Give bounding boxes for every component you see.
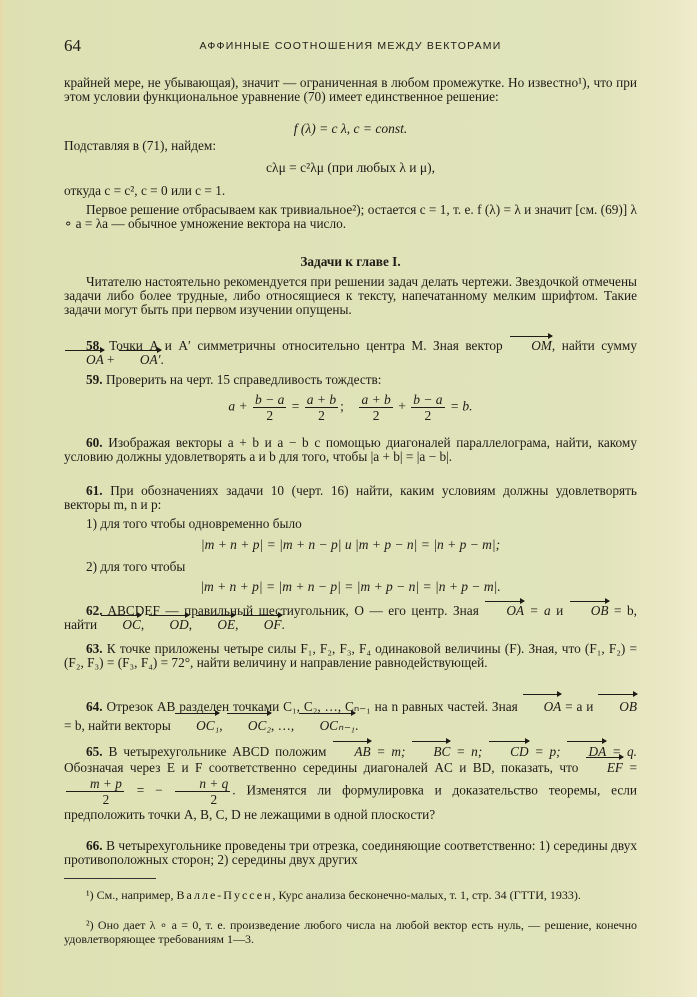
- equation: = p;: [528, 744, 567, 759]
- problem-text: Изображая векторы a + b и a − b с помощью диагоналей параллелограма, найти, какому условию должны удовлетворять a и b для того, чтобы |a + b| = |a − b|.: [64, 435, 637, 465]
- problem-text: Обозначая через E и F соответственно середины диагоналей AC и BD, показать, что: [64, 760, 585, 775]
- vector-ab: AB: [332, 744, 370, 760]
- numerator: n + q: [175, 776, 230, 792]
- problem-number: 62.: [86, 603, 103, 618]
- fraction: [359, 392, 392, 423]
- intro-paragraph-2: Подставляя в (71), найдем:: [64, 138, 217, 153]
- numerator: b − a: [413, 392, 443, 407]
- equation: = a и: [561, 699, 598, 714]
- problem-66: [64, 839, 637, 867]
- problem-text: К точке приложены четыре силы F₁, F₂, F₃, F₄ одинаковой величины (F). Зная, что (F₁, F₂) = (F₂, F₃) = (F₃, F₄) = 72°, найти величину и направление равнодействующей.: [64, 641, 637, 671]
- vector-ef: EF: [585, 760, 623, 776]
- problem-64: 64. Отрезок AB разделен точками C₁, C₂, …, Cₙ₋₁ на n равных частей. Зная OA = a и OB = b, найти векторы OC₁, OC₂, …, OCₙ₋₁.: [64, 699, 637, 733]
- problem-61-sub2: 2) для того чтобы: [86, 559, 186, 574]
- equation: = b, найти: [64, 603, 638, 633]
- formula-f-lambda: [64, 121, 637, 137]
- vector-of: OF: [242, 618, 282, 632]
- vector-oc2: OC₂: [226, 716, 271, 735]
- problem-number: 59.: [86, 372, 103, 387]
- problem-number: 64.: [86, 699, 103, 714]
- problem-61: [64, 484, 637, 512]
- numerator: b − a: [255, 392, 285, 407]
- problem-63: [64, 642, 637, 670]
- equation: = a: [524, 603, 551, 618]
- equation: = n;: [450, 744, 489, 759]
- footnote-author: Валле-Пуссен: [176, 888, 273, 902]
- formula-c-lambda-mu: [64, 160, 637, 176]
- problem-number: 61.: [86, 483, 103, 498]
- numerator: m + p: [66, 776, 124, 792]
- problem-61-formula-2: [64, 579, 637, 595]
- problem-number: 58.: [86, 338, 103, 353]
- denominator: 2: [372, 408, 380, 423]
- equation: = b, найти векторы: [64, 718, 175, 733]
- semicolon: ;: [340, 398, 344, 414]
- vector-ocn-1: OCₙ₋₁: [298, 716, 355, 735]
- problem-number: 66.: [86, 838, 103, 853]
- ellipsis: …: [277, 718, 291, 733]
- problem-text: Отрезок AB разделен точками C₁, C₂, …, Cₙ₋₁ на n равных частей. Зная: [106, 699, 522, 714]
- problem-61-formula-1: [64, 537, 637, 553]
- vector-od: OD: [148, 618, 189, 632]
- formula-text: |m + n + p| = |m + n − p| = |m + p − n| = |n + p − m|.: [200, 579, 501, 594]
- term: = b.: [449, 398, 473, 414]
- fraction: [253, 392, 286, 423]
- equals: =: [291, 398, 300, 414]
- vector-oa: OA: [64, 353, 104, 367]
- vector-ob: OB: [597, 697, 637, 716]
- problem-text: При обозначениях задачи 10 (черт. 16) найти, каким условиям должны удовлетворять векторы m, n и p:: [64, 483, 637, 513]
- page-number: 64: [64, 36, 81, 55]
- denominator: 2: [102, 792, 110, 807]
- equation: = m;: [370, 744, 412, 759]
- denominator: 2: [210, 792, 218, 807]
- formula-text: cλμ = c²λμ (при любых λ и μ),: [266, 160, 435, 175]
- problem-60: [64, 436, 637, 464]
- problem-text: Проверить на черт. 15 справедливость тождеств:: [105, 372, 382, 387]
- formula-text: f (λ) = c λ, c = const.: [293, 121, 408, 136]
- problem-62: 62. ABCDEF — правильный шестиугольник, O — его центр. Зная OA = a и OB = b, найти OC, OD, OE, OF.: [64, 603, 638, 633]
- fraction: [411, 392, 444, 423]
- vector-oe: OE: [195, 618, 235, 632]
- footnote-1: [64, 888, 637, 902]
- fraction: [305, 392, 338, 423]
- denominator: 2: [424, 408, 432, 423]
- numerator: a + b: [361, 392, 391, 407]
- problem-number: 65.: [86, 744, 103, 759]
- problem-text: ABCDEF — правильный шестиугольник, O — его центр. Зная: [107, 603, 485, 618]
- fraction: [175, 776, 230, 807]
- vector-om: OM: [509, 339, 552, 353]
- problem-59: [64, 373, 637, 387]
- problem-65: 65. В четырехугольнике ABCD положим AB = m; BC = n; CD = p; DA = q. Обозначая через E и F соответственно середины диагоналей AC и BD, показать, что EF = $\frac{m + p}{2}$ = − $\frac{n + q}{2}$ . Изменятся ли формулировка и доказательство теоремы, если предположить точки A, B, C, D не лежащими в одной плоскости?: [64, 744, 637, 822]
- problem-61-sub1: 1) для того чтобы одновременно было: [86, 516, 302, 531]
- numerator: a + b: [306, 392, 337, 407]
- section-title: Задачи к главе I.: [300, 254, 401, 269]
- vector-bc: BC: [411, 744, 450, 760]
- formula-text: |m + n + p| = |m + n − p| и |m + p − n| = |n + p − m|;: [200, 537, 501, 552]
- vector-oa: OA: [522, 697, 562, 716]
- problem-number: 60.: [86, 435, 103, 450]
- footnote-text: ¹) См., например,: [86, 888, 177, 902]
- vector-cd: CD: [488, 744, 528, 760]
- running-title: АФФИННЫЕ СООТНОШЕНИЯ МЕЖДУ ВЕКТОРАМИ: [199, 40, 502, 52]
- equation: = q.: [606, 744, 637, 759]
- footnote-2: ²) Оно дает λ ∘ a = 0, т. е. произведение любого числа на любой вектор есть нуль, — решение, конечно удовлетворяющее требованиям 1—3.: [64, 918, 637, 946]
- problem-text: , найти сумму: [551, 338, 637, 353]
- term: a +: [228, 398, 248, 414]
- section-intro: Читателю настоятельно рекомендуется при решении задач делать чертежи. Звездочкой отмечены задачи либо более трудные, либо относящиеся к тексту, напечатанному мелким шрифтом. Такие задачи могут быть при первом изучении опущены.: [64, 274, 637, 318]
- problem-text: В четырехугольнике проведены три отрезка, соединяющие соответственно: 1) середины двух противоположных сторон; 2) середины двух других: [64, 838, 637, 868]
- fraction: [66, 776, 124, 807]
- plus-sign: +: [103, 352, 118, 368]
- vector-oc1: OC₁: [174, 716, 219, 735]
- denominator: 2: [318, 408, 325, 423]
- intro-paragraph-1: крайней мере, не убывающая), значит — ограниченная в любом промежутке. Но известно¹), что при этом условии функциональное уравнение (70) имеет единственное решение:: [64, 75, 637, 105]
- vector-da: DA: [566, 744, 606, 760]
- problem-text: . Изменятся ли формулировка и доказательство теоремы, если предположить точки A, B, C, D не лежащими в одной плоскости?: [64, 782, 637, 822]
- footnote-text: , Курс анализа бесконечно-малых, т. 1, стр. 34 (ГТТИ, 1933).: [272, 888, 581, 902]
- problem-number: 63.: [86, 641, 103, 656]
- problem-text: Точки A и A′ симметричны относительно центра M. Зная вектор: [109, 338, 510, 353]
- page-header: [64, 36, 637, 56]
- problem-text: В четырехугольнике ABCD положим: [108, 744, 333, 759]
- footnote-divider: [64, 878, 156, 879]
- vector-oa-prime: OA′: [118, 353, 161, 367]
- problem-text: и: [550, 603, 569, 618]
- intro-paragraph-4: Первое решение отбрасываем как тривиальное²); остается c = 1, т. е. f (λ) = λ и значит [см. (69)] λ ∘ a = λa — обычное умножение вектора на число.: [64, 202, 637, 232]
- plus: +: [398, 398, 406, 414]
- vector-oa: OA: [484, 604, 524, 618]
- period: .: [160, 352, 164, 368]
- intro-paragraph-3: откуда c = c², c = 0 или c = 1.: [64, 183, 226, 198]
- problem-58: [64, 339, 637, 367]
- formula-identities: [64, 392, 637, 423]
- denominator: 2: [266, 408, 274, 423]
- vector-oc: OC: [100, 618, 140, 632]
- vector-ob: OB: [569, 604, 609, 618]
